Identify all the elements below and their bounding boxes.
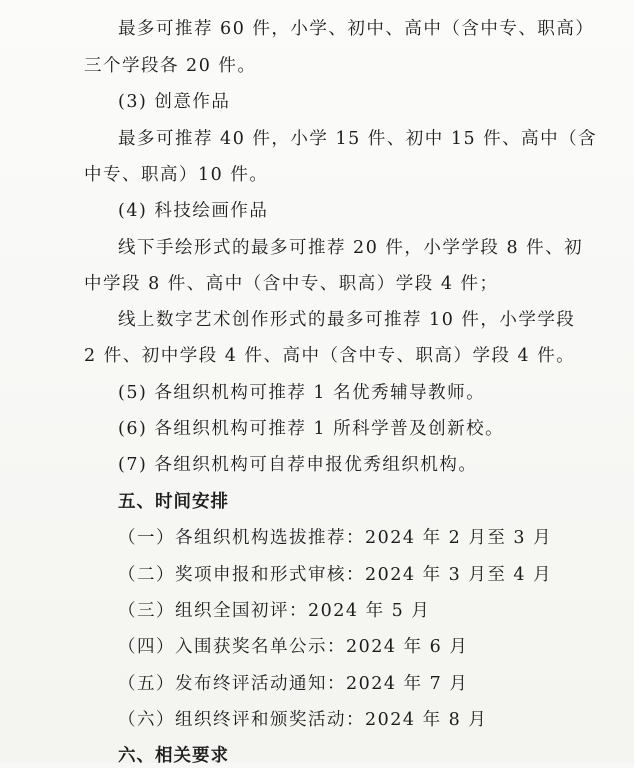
text-line: (5) 各组织机构可推荐 1 名优秀辅导教师。	[118, 383, 486, 403]
text-line: (3) 创意作品	[118, 92, 231, 112]
text-line: 线上数字艺术创作形式的最多可推荐 10 件，小学学段	[118, 310, 576, 330]
text-line: (6) 各组织机构可推荐 1 所科学普及创新校。	[118, 419, 505, 439]
text-line: 中专、职高）10 件。	[84, 165, 269, 185]
schedule-line: （六）组织终评和颁奖活动：2024 年 8 月	[118, 710, 488, 730]
schedule-line: （四）入围获奖名单公示：2024 年 6 月	[118, 637, 469, 657]
text-line: (4) 科技绘画作品	[118, 201, 269, 221]
schedule-line: （三）组织全国初评：2024 年 5 月	[118, 601, 431, 621]
text-line: 最多可推荐 60 件，小学、初中、高中（含中专、职高）	[118, 19, 595, 39]
text-line: 三个学段各 20 件。	[84, 56, 257, 76]
text-line: (7) 各组织机构可自荐申报优秀组织机构。	[118, 455, 478, 475]
text-line: 2 件、初中学段 4 件、高中（含中专、职高）学段 4 件。	[84, 346, 576, 366]
section-heading: 六、相关要求	[118, 746, 229, 766]
section-heading: 五、时间安排	[118, 492, 229, 512]
schedule-line: （二）奖项申报和形式审核：2024 年 3 月至 4 月	[118, 565, 553, 585]
schedule-line: （五）发布终评活动通知：2024 年 7 月	[118, 674, 469, 694]
text-line: 中学段 8 件、高中（含中专、职高）学段 4 件；	[84, 274, 499, 294]
schedule-line: （一）各组织机构选拔推荐：2024 年 2 月至 3 月	[118, 528, 553, 548]
text-line: 最多可推荐 40 件，小学 15 件、初中 15 件、高中（含	[118, 129, 598, 149]
text-line: 线下手绘形式的最多可推荐 20 件，小学学段 8 件、初	[118, 238, 584, 258]
